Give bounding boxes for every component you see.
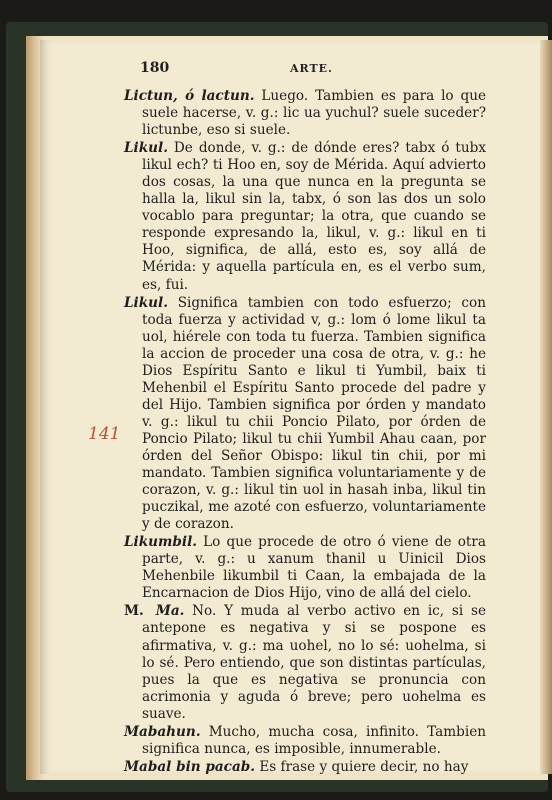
page-number: 180 <box>140 60 170 76</box>
definition: Mucho, mucha cosa, infinito. Tambien significa nunca, es imposible, innumerable. <box>142 723 486 757</box>
running-head: ARTE. <box>290 62 333 75</box>
entry-likul-esfuerzo <box>124 295 486 534</box>
headword: Lictun, ó lactun. <box>124 88 255 104</box>
definition: Significa tambien con todo esfuerzo; con toda fuerza y actividad v, g.: lom ó lome likul ta uol, hiérele con toda tu fuerza. Tambien significa la accion de proceder una cosa de otra, v. g.: he Dios Espíritu Santo e likul ti Yumbil, baix ti Mehenbil el Espíritu Santo procede del padre y del Hijo. Tambien significa por órden y mandato v. g.: likul tu chii Poncio Pilato, por órden de Poncio Pilato; likul tu chii Yumbil Ahau caan, por órden del Señor Obispo: likul tin chii, por mi mandato. Tambien significa voluntariamente y de corazon, v. g.: likul tin uol in hasah inba, likul tin puczikal, me azoté con esfuerzo, voluntariamente y de corazon. <box>142 294 486 533</box>
entry-ma <box>124 603 486 722</box>
margin-handwritten-note: 141 <box>88 424 121 444</box>
definition: De donde, v. g.: de dónde eres? tabx ó tubx likul ech? ti Hoo en, soy de Mérida. Aquí advierto dos cosas, la una que nunca en la pregunta se halla la, likul sin la, tabx, ó son las dos un solo vocablo para preguntar; la otra, que cuando se responde expresando la, likul, v. g.: likul en ti Hoo, significa, de allá, esto es, soy allá de Mérida: y aquella partícula en, es el verbo sum, es, fui. <box>142 140 486 293</box>
page-header <box>140 60 470 80</box>
page-right-edge <box>540 40 552 774</box>
definition: Es frase y quiere decir, no hay <box>255 758 469 775</box>
headword: Likul. <box>124 140 168 157</box>
entry-likul-donde <box>124 140 486 293</box>
definition: No. Y muda al verbo activo en ic, si se antepone es negativa y si se pospone es afirmativa, v. g.: ma uohel, no lo sé: uohelma, si lo sé. Pero entiendo, que son distintas partículas, pues la que es negativa se pronuncia con acrimonia y aguda ó breve; pero uohelma es suave. <box>142 603 486 722</box>
entry-mabahun <box>124 724 486 758</box>
definition: Lo que procede de otro ó viene de otra parte, v. g.: u xanum thanil u Uinicil Dios Mehenbile likumbil ti Caan, la embajada de la Encarnacion de Dios Hijo, vino de allá del cielo. <box>142 534 486 602</box>
definition: Luego. Tambien es para lo que suele hacerse, v. g.: lic ua yuchul? suele suceder? lictunbe, eso si suele. <box>142 88 486 139</box>
entry-lictun <box>124 88 486 139</box>
dictionary-text <box>124 88 486 777</box>
headword: Ma. <box>155 603 185 620</box>
entry-likumbil <box>124 534 486 602</box>
entry-mabal-bin-pacab <box>124 759 486 776</box>
headword: Likul. <box>124 294 168 311</box>
headword: Mabal bin pacab. <box>124 758 255 775</box>
letter-section-mark: M. <box>124 603 144 620</box>
headword: Likumbil. <box>124 534 197 551</box>
headword: Mabahun. <box>124 723 201 740</box>
